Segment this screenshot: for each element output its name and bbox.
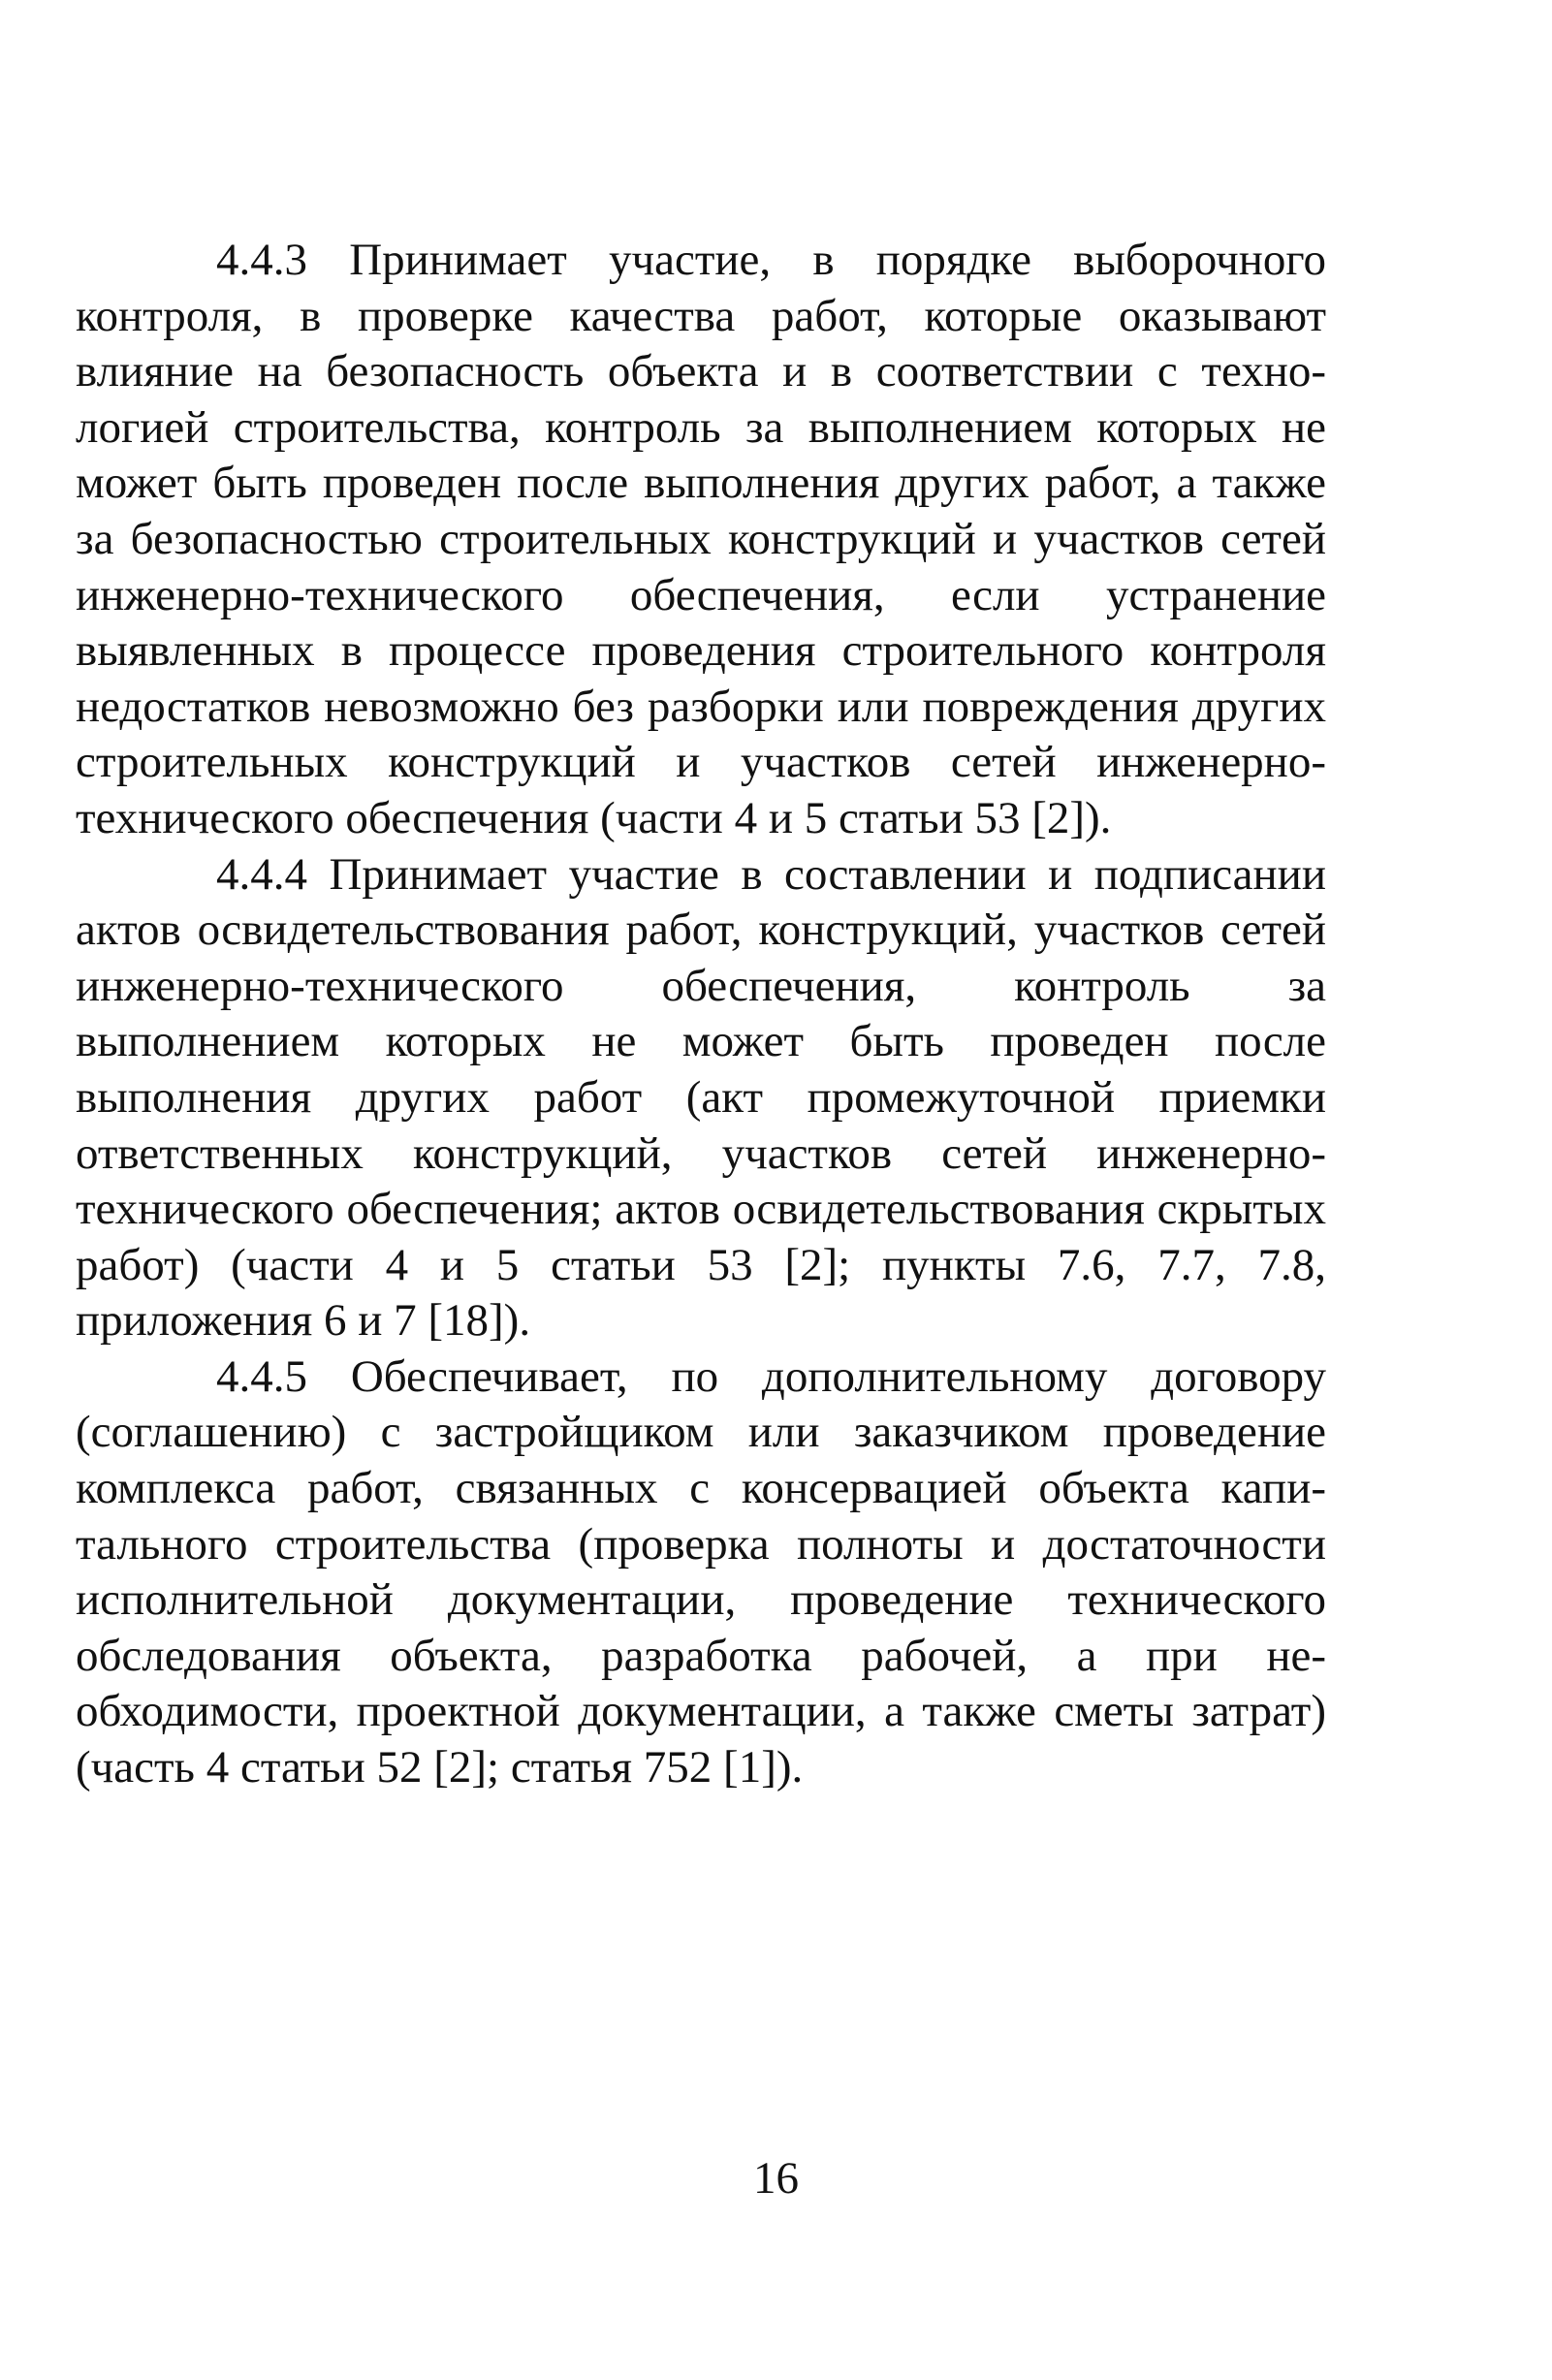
- body-text: [76, 233, 1326, 1796]
- page-number: 16: [753, 2153, 799, 2204]
- paragraph-4-4-5: 4.4.5 Обеспечивает, по дополнительному договору (соглашению) с застройщиком или заказчиком проведение комплекса работ, связанных с консервацией объекта капитального строительства (проверка полноты и достаточности исполнительной документации, проведение технического обследования объекта, разработка рабочей, а при необходимости, проектной документации, а также сметы затрат) (часть 4 статьи 52 [2]; статья 752 [1]).: [76, 1350, 1326, 1793]
- paragraph-4-4-4: 4.4.4 Принимает участие в составлении и подписании актов освидетельствования работ, конструкций, участков сетей инженерно-технического обеспечения, контроль за выполнением которых не может быть проведен после выполнения других работ (акт промежуточной приемки ответственных конструкций, участков сетей инженерно-технического обеспечения; актов освидетельствования скрытых работ) (части 4 и 5 статьи 53 [2]; пункты 7.6, 7.7, 7.8, приложения 6 и 7 [18]).: [76, 848, 1326, 1347]
- paragraph-4-4-3: 4.4.3 Принимает участие, в порядке выборочного контроля, в проверке качества работ, которые оказывают влияние на безопасность объекта и в соответствии с технологией строительства, контроль за выполнением которых не может быть проведен после выполнения других работ, а также за безопасностью строительных конструкций и участков сетей инженерно-технического обеспечения, если устранение выявленных в процессе проведения строительного контроля недостатков невозможно без разборки или повреждения других строительных конструкций и участков сетей инженерно-технического обеспечения (части 4 и 5 статьи 53 [2]).: [76, 235, 1326, 843]
